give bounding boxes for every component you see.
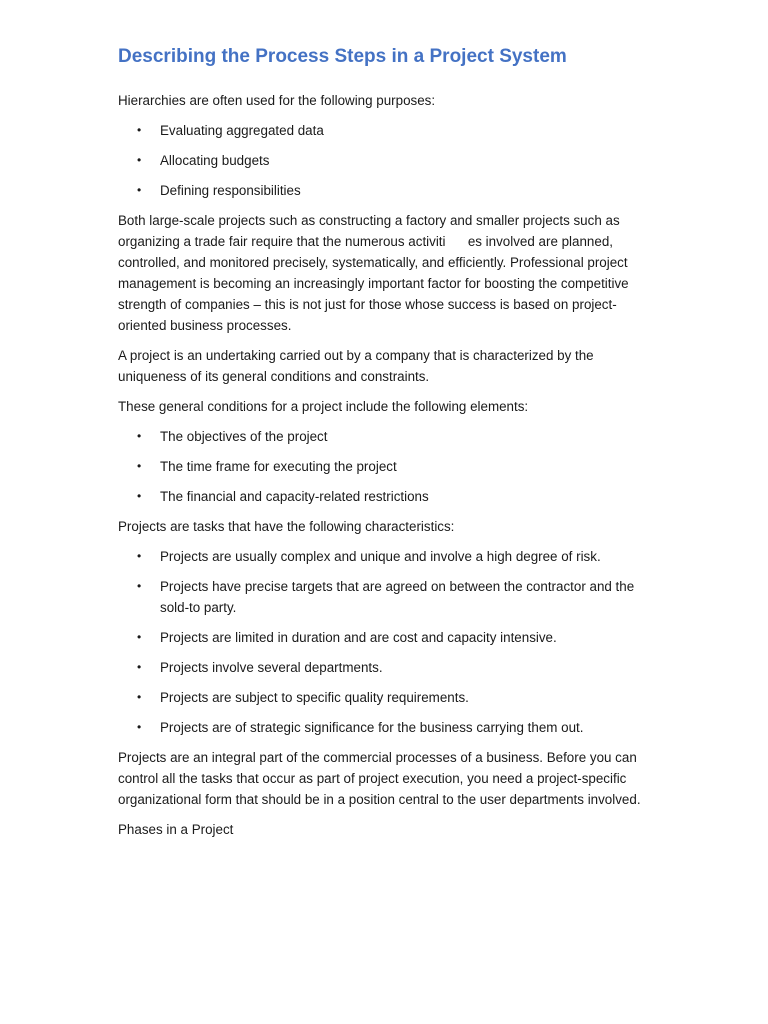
bullet-icon: •	[137, 660, 142, 674]
large-scale-paragraph: Both large-scale projects such as constructing a factory and smaller projects such as organizing a trade fair require that the numerous activiti es involved are planned, controlled, and monitored precisely, systematically, and efficiently. Professional project management is becoming an increasingly important factor for boosting the competitive strength of companies – this is not just for those whose success is based on project-oriented business processes.	[118, 213, 633, 333]
bullet-icon: •	[137, 549, 142, 563]
bullet-icon: •	[137, 429, 142, 443]
bullet-icon: •	[137, 630, 142, 644]
bullet-icon: •	[137, 459, 142, 473]
list-item: • The financial and capacity-related restrictions	[118, 486, 658, 507]
list-item: • Projects are usually complex and unique and involve a high degree of risk.	[118, 546, 658, 567]
characteristics-intro: Projects are tasks that have the following characteristics:	[118, 519, 455, 534]
list-item: • The objectives of the project	[118, 426, 658, 447]
conditions-list	[118, 426, 658, 507]
page-title: Describing the Process Steps in a Project System	[118, 46, 567, 67]
list-item: • Projects have precise targets that are agreed on between the contractor and the sold-to party.	[118, 576, 658, 618]
bullet-icon: •	[137, 579, 142, 593]
purposes-list	[118, 120, 658, 201]
document-page	[118, 44, 658, 849]
list-item: • Defining responsibilities	[118, 180, 658, 201]
list-item: • Projects are limited in duration and are cost and capacity intensive.	[118, 627, 658, 648]
bullet-icon: •	[137, 720, 142, 734]
characteristics-list	[118, 546, 658, 738]
list-item: • Projects are subject to specific quality requirements.	[118, 687, 658, 708]
list-item: • Projects involve several departments.	[118, 657, 658, 678]
bullet-icon: •	[137, 690, 142, 704]
definition-paragraph: A project is an undertaking carried out by a company that is characterized by the uniqueness of its general conditions and constraints.	[118, 348, 594, 384]
conditions-intro: These general conditions for a project include the following elements:	[118, 399, 529, 414]
bullet-icon: •	[137, 183, 142, 197]
intro-paragraph: Hierarchies are often used for the following purposes:	[118, 93, 436, 108]
list-item: • The time frame for executing the project	[118, 456, 658, 477]
bullet-icon: •	[137, 489, 142, 503]
bullet-icon: •	[137, 123, 142, 137]
list-item: • Allocating budgets	[118, 150, 658, 171]
list-item: • Projects are of strategic significance for the business carrying them out.	[118, 717, 658, 738]
bullet-icon: •	[137, 153, 142, 167]
integral-paragraph: Projects are an integral part of the commercial processes of a business. Before you can control all the tasks that occur as part of project execution, you need a project-specific organizational form that should be in a position central to the user departments involved.	[118, 750, 641, 807]
phases-heading: Phases in a Project	[118, 822, 234, 837]
list-item: • Evaluating aggregated data	[118, 120, 658, 141]
